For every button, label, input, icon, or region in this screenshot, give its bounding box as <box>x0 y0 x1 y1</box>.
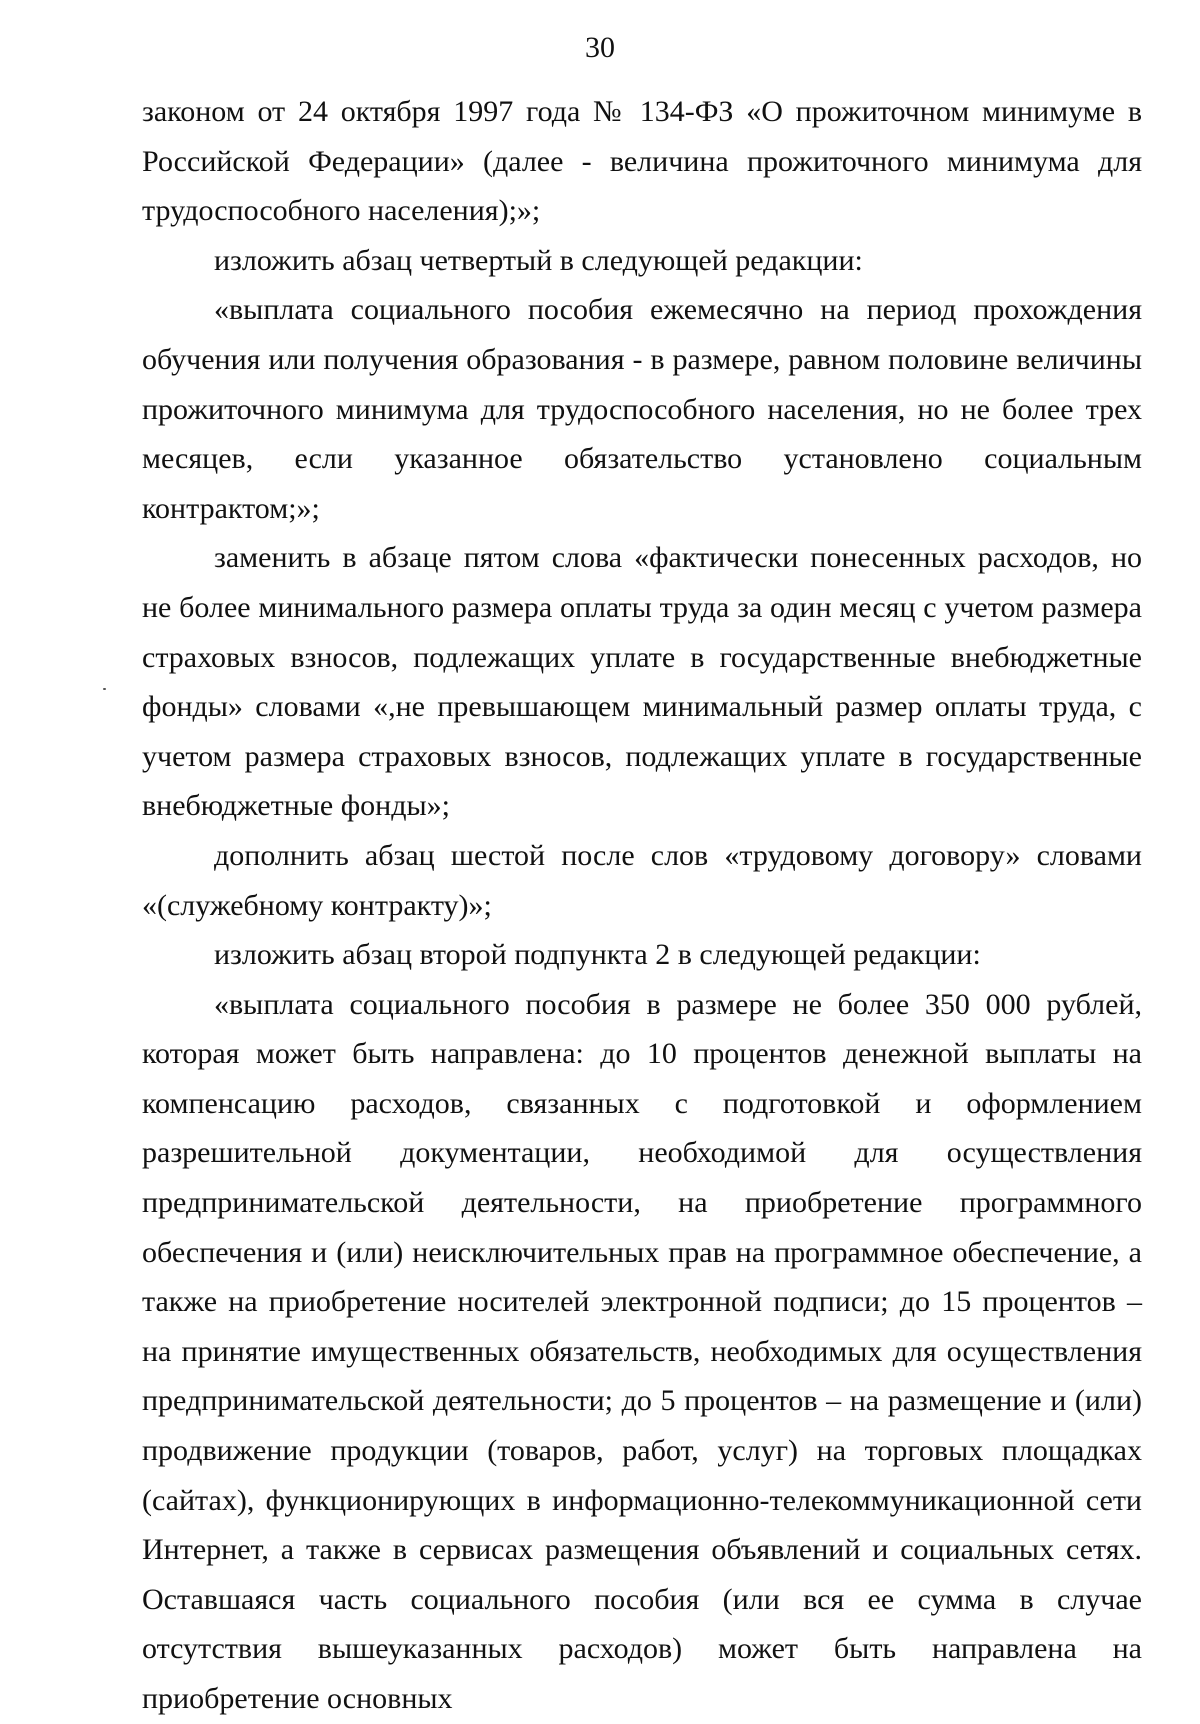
paragraph-replace-fifth: заменить в абзаце пятом слова «фактически понесенных расходов, но не более минимального размера оплаты труда за один месяц с учетом размера страховых взносов, подлежащих уплате в государственные внебюджетные фонды» словами «,не превышающем минимальный размер оплаты труда, с учетом размера страховых взносов, подлежащих уплате в государственные внебюджетные фонды»; <box>142 541 1142 823</box>
paragraph-amend-second: изложить абзац второй подпункта 2 в следующей редакции: <box>214 938 981 972</box>
paragraph-continuation: законом от 24 октября 1997 года № 134-ФЗ «О прожиточном минимуме в Российской Федерации» (далее - величина прожиточного минимума для трудоспособного населения);»; <box>142 95 1142 228</box>
paragraph-quote-fourth: «выплата социального пособия ежемесячно на период прохождения обучения или получения образования - в размере, равном половине величины прожиточного минимума для трудоспособного населения, но не более трех месяцев, если указанное обязательство установлено социальным контрактом;»; <box>142 293 1142 525</box>
scan-artifact-dot <box>103 688 106 690</box>
page-number: 30 <box>585 31 615 64</box>
paragraph-amend-fourth: изложить абзац четвертый в следующей редакции: <box>214 243 863 277</box>
document-body <box>142 87 1142 1724</box>
paragraph-supplement-sixth: дополнить абзац шестой после слов «трудовому договору» словами «(служебному контракту)»; <box>142 838 1142 922</box>
paragraph-quote-second: «выплата социального пособия в размере не более 350 000 рублей, которая может быть направлена: до 10 процентов денежной выплаты на компенсацию расходов, связанных с подготовкой и оформлением разрешительной документации, необходимой для осуществления предпринимательской деятельности, на приобретение программного обеспечения и (или) неисключительных прав на программное обеспечение, а также на приобретение носителей электронной подписи; до 15 процентов – на принятие имущественных обязательств, необходимых для осуществления предпринимательской деятельности; до 5 процентов – на размещение и (или) продвижение продукции (товаров, работ, услуг) на торговых площадках (сайтах), функционирующих в информационно-телекоммуникационной сети Интернет, а также в сервисах размещения объявлений и социальных сетях. Оставшаяся часть социального пособия (или вся ее сумма в случае отсутствия вышеуказанных расходов) может быть направлена на приобретение основных <box>142 987 1142 1715</box>
